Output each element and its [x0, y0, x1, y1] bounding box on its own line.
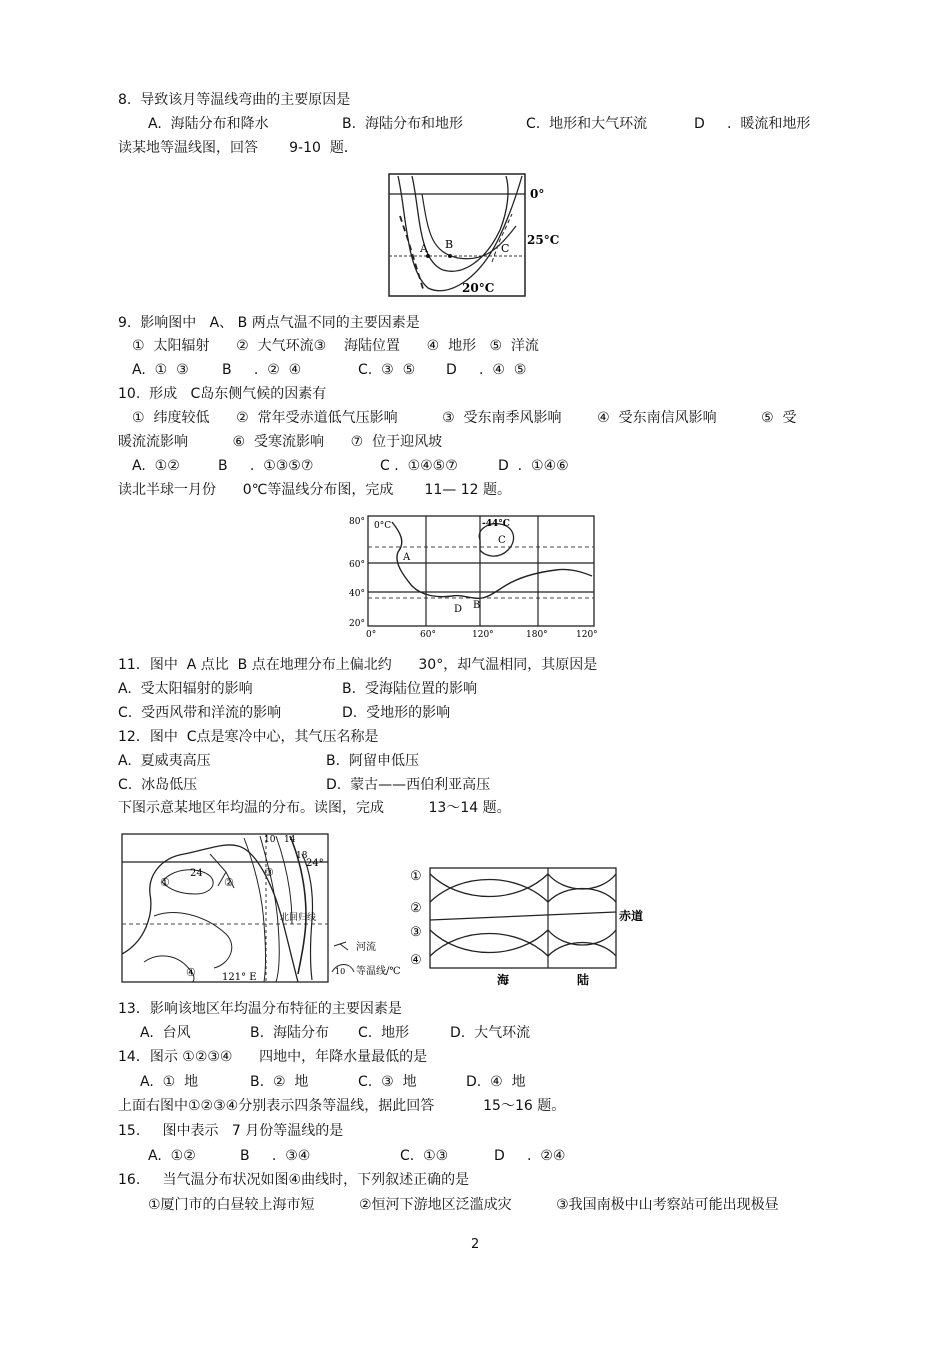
q9-option-d: D . ④ ⑤: [446, 362, 527, 378]
isotherm-20-label: 20°C: [462, 281, 495, 295]
location-1-label: ①: [160, 876, 170, 889]
curve-4-label: ④: [410, 953, 422, 968]
lat-20-label: 20°: [349, 619, 365, 629]
q15-option-d: D . ②④: [494, 1148, 566, 1164]
q8-option-b: B. 海陆分布和地形: [342, 116, 463, 132]
legend-isotherm-label: 等温线/℃: [356, 966, 401, 977]
lon-120-label: 120°: [472, 630, 494, 640]
q11-option-c: C. 受西风带和洋流的影响: [118, 705, 282, 721]
point-c-label: C: [498, 535, 506, 546]
isotherm-24-degree-label: 24°: [306, 858, 324, 869]
q14-option-c: C. ③ 地: [358, 1074, 417, 1090]
q15-option-c: C. ①③: [400, 1148, 449, 1164]
q12-option-c: C. 冰岛低压: [118, 777, 198, 793]
point-c-label: C: [501, 242, 510, 255]
curve-3-label: ③: [410, 925, 422, 940]
point-b-label: B: [445, 238, 454, 251]
isotherm-18-label: 18: [296, 851, 308, 861]
q10-option-d: D . ①④⑥: [498, 458, 569, 474]
q10-items-line1: ① 纬度较低 ② 常年受赤道低气压影响 ③ 受东南季风影响 ④ 受东南信风影响 ⑤ 受: [132, 410, 797, 426]
curve-1-label: ①: [410, 869, 422, 884]
q12-option-d: D. 蒙古——西伯利亚高压: [326, 777, 491, 793]
isotherm-25-label: 25°C: [527, 233, 560, 247]
location-4-label: ④: [186, 966, 196, 979]
q10-items-line2: 暖流流影响 ⑥ 受寒流影响 ⑦ 位于迎风坡: [118, 434, 443, 450]
intro-9-10: 读某地等温线图，回答 9-10 题．: [118, 140, 358, 156]
isotherm-24-label: 24: [190, 868, 203, 879]
isotherm-10-label: 10: [264, 835, 276, 845]
legend-river-label: 河流: [356, 942, 376, 953]
point-a-label: A: [403, 552, 411, 563]
location-3-label: ③: [264, 866, 274, 879]
q8-option-d: D . 暖流和地形: [694, 116, 811, 132]
q12-option-a: A. 夏威夷高压: [118, 753, 211, 769]
point-b-label: B: [473, 600, 481, 611]
q11-option-b: B. 受海陆位置的影响: [342, 681, 477, 697]
sea-label: 海: [497, 973, 510, 987]
isotherm-curves-figure: [405, 864, 653, 988]
land-label: 陆: [577, 973, 590, 987]
q14-stem: 14．图示 ①②③④ 四地中，年降水量最低的是: [118, 1049, 428, 1065]
q9-option-a: A. ① ③: [132, 362, 189, 378]
q8-option-a: A. 海陆分布和降水: [148, 116, 269, 132]
curve-2-label: ②: [410, 901, 422, 916]
q14-option-b: B. ② 地: [250, 1074, 309, 1090]
lon-0-label: 0°: [366, 630, 377, 640]
lat-40-label: 40°: [349, 589, 365, 599]
q16-items: ①厦门市的白昼较上海市短 ②恒河下游地区泛滥成灾 ③我国南极中山考察站可能出现极昼: [148, 1197, 779, 1213]
q8-option-c: C. 地形和大气环流: [526, 116, 648, 132]
legend-isotherm-number: 10: [335, 967, 346, 976]
q14-option-a: A. ① 地: [140, 1074, 199, 1090]
q13-option-d: D. 大气环流: [450, 1025, 531, 1041]
q10-stem: 10. 形成 C岛东侧气候的因素有: [118, 386, 327, 402]
q10-option-a: A. ①②: [132, 458, 180, 474]
intro-13-14: 下图示意某地区年均温的分布。读图，完成 13～14 题。: [118, 800, 511, 816]
isotherm-0-label: 0°: [530, 187, 545, 201]
q8-stem: 8. 导致该月等温线弯曲的主要原因是: [118, 92, 351, 108]
lon-120b-label: 120°: [576, 630, 598, 640]
q13-option-b: B. 海陆分布: [250, 1025, 329, 1041]
isotherm-14-label: 14: [284, 835, 296, 845]
q14-option-d: D. ④ 地: [466, 1074, 526, 1090]
lat-60-label: 60°: [349, 560, 365, 570]
q9-option-c: C. ③ ⑤: [358, 362, 416, 378]
q15-option-a: A. ①②: [148, 1148, 196, 1164]
lon-180-label: 180°: [526, 630, 548, 640]
lon-60-label: 60°: [420, 630, 436, 640]
q12-stem: 12．图中 C点是寒冷中心，其气压名称是: [118, 729, 379, 745]
q9-items: ① 太阳辐射 ② 大气环流③ 海陆位置 ④ 地形 ⑤ 洋流: [132, 338, 539, 354]
equator-label: 赤道: [619, 909, 644, 923]
isotherm-minus44-label: -44°C: [482, 519, 510, 529]
lat-80-label: 80°: [349, 517, 365, 527]
isotherm-map-figure: [388, 170, 560, 300]
isotherm-0-label: 0°C: [374, 521, 392, 531]
q12-option-b: B. 阿留申低压: [326, 753, 419, 769]
q10-option-c: C . ①④⑤⑦: [380, 458, 458, 474]
q13-option-c: C. 地形: [358, 1025, 410, 1041]
tropic-of-cancer-label: 北回归线: [280, 913, 317, 923]
january-isotherm-figure: [348, 512, 598, 640]
q13-option-a: A. 台风: [140, 1025, 191, 1041]
annual-temperature-map-figure: [114, 824, 410, 990]
q11-option-d: D. 受地形的影响: [342, 705, 451, 721]
q16-stem: 16. 当气温分布状况如图④曲线时，下列叙述正确的是: [118, 1172, 470, 1188]
q15-option-b: B . ③④: [240, 1148, 311, 1164]
intro-11-12: 读北半球一月份 0℃等温线分布图，完成 11— 12 题。: [118, 482, 512, 498]
q10-option-b: B . ①③⑤⑦: [218, 458, 314, 474]
longitude-label: 121° E: [222, 972, 257, 983]
page-number: 2: [471, 1237, 480, 1252]
q9-stem: 9. 影响图中 A、 B 两点气温不同的主要因素是: [118, 315, 420, 331]
location-2-label: ②: [224, 876, 234, 889]
q11-stem: 11．图中 A 点比 B 点在地理分布上偏北约 30°，却气温相同，其原因是: [118, 657, 598, 673]
q9-option-b: B . ② ④: [222, 362, 302, 378]
intro-15-16: 上面右图中①②③④分别表示四条等温线，据此回答 15～16 题。: [118, 1098, 566, 1114]
point-a-label: A: [420, 242, 428, 255]
point-d-label: D: [454, 604, 463, 615]
q15-stem: 15. 图中表示 7 月份等温线的是: [118, 1123, 344, 1139]
q13-stem: 13．影响该地区年均温分布特征的主要因素是: [118, 1001, 402, 1017]
river-legend-icon: [334, 942, 348, 950]
q11-option-a: A. 受太阳辐射的影响: [118, 681, 253, 697]
